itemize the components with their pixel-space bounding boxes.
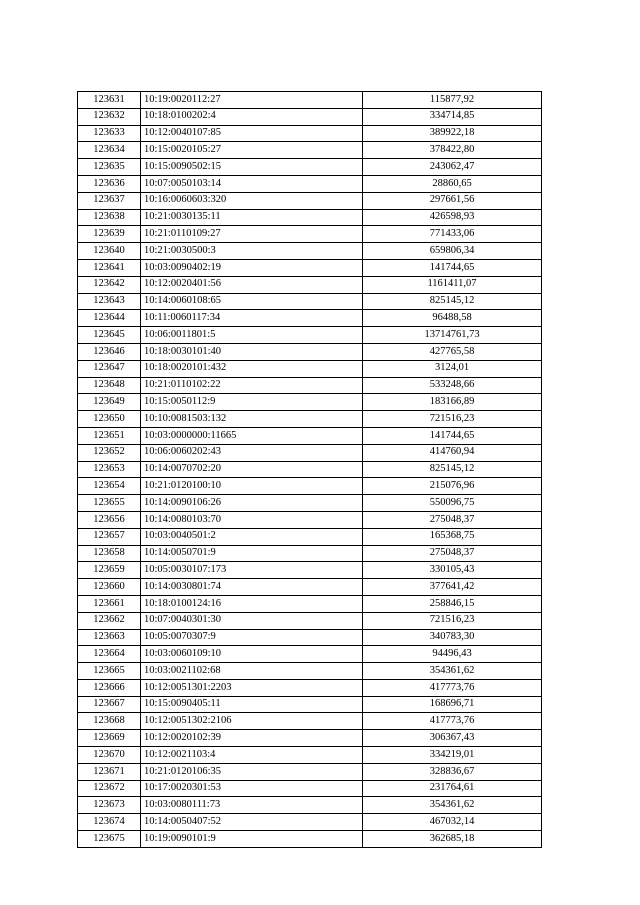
amount-cell: 141744,65 (363, 427, 542, 444)
table-row (78, 159, 542, 176)
table-row (78, 243, 542, 260)
cadastral-number-cell: 10:19:0090101:9 (141, 831, 363, 848)
amount-cell: 771433,06 (363, 226, 542, 243)
amount-cell: 13714761,73 (363, 327, 542, 344)
table-row (78, 629, 542, 646)
cadastral-number-cell: 10:15:0020105:27 (141, 142, 363, 159)
cadastral-number-cell: 10:03:0060109:10 (141, 646, 363, 663)
amount-cell: 377641,42 (363, 579, 542, 596)
amount-cell: 659806,34 (363, 243, 542, 260)
table-row (78, 327, 542, 344)
amount-cell: 362685,18 (363, 831, 542, 848)
row-id-cell: 123662 (78, 612, 141, 629)
row-id-cell: 123652 (78, 444, 141, 461)
amount-cell: 231764,61 (363, 780, 542, 797)
table-row (78, 780, 542, 797)
amount-cell: 297661,56 (363, 192, 542, 209)
table-row (78, 377, 542, 394)
cadastral-number-cell: 10:18:0100202:4 (141, 108, 363, 125)
table-row (78, 495, 542, 512)
table-row (78, 730, 542, 747)
table-row (78, 528, 542, 545)
amount-cell: 354361,62 (363, 797, 542, 814)
amount-cell: 389922,18 (363, 125, 542, 142)
cadastral-number-cell: 10:21:0110102:22 (141, 377, 363, 394)
table-row (78, 562, 542, 579)
amount-cell: 334219,01 (363, 747, 542, 764)
row-id-cell: 123641 (78, 259, 141, 276)
row-id-cell: 123669 (78, 730, 141, 747)
cadastral-number-cell: 10:03:0040501:2 (141, 528, 363, 545)
row-id-cell: 123670 (78, 747, 141, 764)
cadastral-number-cell: 10:21:0110109:27 (141, 226, 363, 243)
table-row (78, 427, 542, 444)
table-row (78, 797, 542, 814)
table-row (78, 763, 542, 780)
cadastral-number-cell: 10:21:0120106:35 (141, 763, 363, 780)
table-row (78, 663, 542, 680)
amount-cell: 340783,30 (363, 629, 542, 646)
row-id-cell: 123639 (78, 226, 141, 243)
table-row (78, 679, 542, 696)
amount-cell: 330105,43 (363, 562, 542, 579)
amount-cell: 165368,75 (363, 528, 542, 545)
table-row (78, 696, 542, 713)
row-id-cell: 123666 (78, 679, 141, 696)
amount-cell: 243062,47 (363, 159, 542, 176)
table-row (78, 259, 542, 276)
cadastral-number-cell: 10:15:0090502:15 (141, 159, 363, 176)
row-id-cell: 123654 (78, 478, 141, 495)
amount-cell: 275048,37 (363, 511, 542, 528)
row-id-cell: 123638 (78, 209, 141, 226)
table-row (78, 175, 542, 192)
amount-cell: 96488,58 (363, 310, 542, 327)
amount-cell: 215076,96 (363, 478, 542, 495)
cadastral-number-cell: 10:06:0060202:43 (141, 444, 363, 461)
row-id-cell: 123665 (78, 663, 141, 680)
table-row (78, 612, 542, 629)
row-id-cell: 123648 (78, 377, 141, 394)
table-row (78, 461, 542, 478)
row-id-cell: 123644 (78, 310, 141, 327)
amount-cell: 550096,75 (363, 495, 542, 512)
table-row (78, 108, 542, 125)
table-row (78, 595, 542, 612)
table-row (78, 226, 542, 243)
cadastral-number-cell: 10:05:0030107:173 (141, 562, 363, 579)
amount-cell: 417773,76 (363, 713, 542, 730)
row-id-cell: 123658 (78, 545, 141, 562)
cadastral-number-cell: 10:14:0070702:20 (141, 461, 363, 478)
table-row (78, 125, 542, 142)
table-row (78, 310, 542, 327)
amount-cell: 825145,12 (363, 293, 542, 310)
amount-cell: 275048,37 (363, 545, 542, 562)
row-id-cell: 123635 (78, 159, 141, 176)
data-table (77, 91, 542, 848)
cadastral-number-cell: 10:14:0060108:65 (141, 293, 363, 310)
row-id-cell: 123649 (78, 394, 141, 411)
row-id-cell: 123663 (78, 629, 141, 646)
cadastral-number-cell: 10:18:0100124:16 (141, 595, 363, 612)
cadastral-number-cell: 10:18:0030101:40 (141, 343, 363, 360)
amount-cell: 426598,93 (363, 209, 542, 226)
table-row (78, 579, 542, 596)
table-row (78, 713, 542, 730)
table-row (78, 747, 542, 764)
amount-cell: 328836,67 (363, 763, 542, 780)
row-id-cell: 123632 (78, 108, 141, 125)
row-id-cell: 123656 (78, 511, 141, 528)
table-row (78, 360, 542, 377)
table-body (78, 92, 542, 848)
amount-cell: 168696,71 (363, 696, 542, 713)
table-row (78, 343, 542, 360)
cadastral-number-cell: 10:12:0051302:2106 (141, 713, 363, 730)
amount-cell: 28860,65 (363, 175, 542, 192)
amount-cell: 825145,12 (363, 461, 542, 478)
row-id-cell: 123671 (78, 763, 141, 780)
row-id-cell: 123667 (78, 696, 141, 713)
cadastral-number-cell: 10:07:0040301:30 (141, 612, 363, 629)
amount-cell: 414760,94 (363, 444, 542, 461)
row-id-cell: 123643 (78, 293, 141, 310)
row-id-cell: 123653 (78, 461, 141, 478)
cadastral-number-cell: 10:12:0040107:85 (141, 125, 363, 142)
row-id-cell: 123660 (78, 579, 141, 596)
row-id-cell: 123675 (78, 831, 141, 848)
cadastral-number-cell: 10:10:0081503:132 (141, 411, 363, 428)
cadastral-number-cell: 10:17:0020301:53 (141, 780, 363, 797)
amount-cell: 378422,80 (363, 142, 542, 159)
row-id-cell: 123657 (78, 528, 141, 545)
table-row (78, 478, 542, 495)
amount-cell: 427765,58 (363, 343, 542, 360)
row-id-cell: 123651 (78, 427, 141, 444)
cadastral-number-cell: 10:03:0000000:11665 (141, 427, 363, 444)
cadastral-number-cell: 10:21:0030500:3 (141, 243, 363, 260)
table-row (78, 394, 542, 411)
amount-cell: 721516,23 (363, 411, 542, 428)
row-id-cell: 123673 (78, 797, 141, 814)
cadastral-number-cell: 10:14:0050407:52 (141, 814, 363, 831)
amount-cell: 115877,92 (363, 92, 542, 109)
table-row (78, 646, 542, 663)
row-id-cell: 123674 (78, 814, 141, 831)
amount-cell: 1161411,07 (363, 276, 542, 293)
row-id-cell: 123646 (78, 343, 141, 360)
row-id-cell: 123645 (78, 327, 141, 344)
cadastral-number-cell: 10:11:0060117:34 (141, 310, 363, 327)
row-id-cell: 123664 (78, 646, 141, 663)
amount-cell: 417773,76 (363, 679, 542, 696)
amount-cell: 3124,01 (363, 360, 542, 377)
cadastral-number-cell: 10:18:0020101:432 (141, 360, 363, 377)
amount-cell: 258846,15 (363, 595, 542, 612)
cadastral-number-cell: 10:12:0020401:56 (141, 276, 363, 293)
cadastral-number-cell: 10:03:0021102:68 (141, 663, 363, 680)
table-row (78, 444, 542, 461)
table-row (78, 411, 542, 428)
cadastral-number-cell: 10:12:0051301:2203 (141, 679, 363, 696)
amount-cell: 183166,89 (363, 394, 542, 411)
amount-cell: 467032,14 (363, 814, 542, 831)
cadastral-number-cell: 10:06:0011801:5 (141, 327, 363, 344)
cadastral-number-cell: 10:03:0080111:73 (141, 797, 363, 814)
cadastral-number-cell: 10:21:0120100:10 (141, 478, 363, 495)
table-row (78, 209, 542, 226)
cadastral-number-cell: 10:12:0020102:39 (141, 730, 363, 747)
row-id-cell: 123661 (78, 595, 141, 612)
table-row (78, 192, 542, 209)
table-row (78, 831, 542, 848)
cadastral-number-cell: 10:16:0060603:320 (141, 192, 363, 209)
row-id-cell: 123647 (78, 360, 141, 377)
cadastral-number-cell: 10:14:0050701:9 (141, 545, 363, 562)
cadastral-number-cell: 10:14:0030801:74 (141, 579, 363, 596)
row-id-cell: 123631 (78, 92, 141, 109)
amount-cell: 533248,66 (363, 377, 542, 394)
row-id-cell: 123655 (78, 495, 141, 512)
cadastral-number-cell: 10:14:0080103:70 (141, 511, 363, 528)
amount-cell: 141744,65 (363, 259, 542, 276)
cadastral-number-cell: 10:15:0050112:9 (141, 394, 363, 411)
amount-cell: 94496,43 (363, 646, 542, 663)
row-id-cell: 123640 (78, 243, 141, 260)
row-id-cell: 123634 (78, 142, 141, 159)
row-id-cell: 123672 (78, 780, 141, 797)
cadastral-number-cell: 10:14:0090106:26 (141, 495, 363, 512)
row-id-cell: 123637 (78, 192, 141, 209)
cadastral-number-cell: 10:07:0050103:14 (141, 175, 363, 192)
table-row (78, 511, 542, 528)
cadastral-number-cell: 10:21:0030135:11 (141, 209, 363, 226)
row-id-cell: 123633 (78, 125, 141, 142)
table-row (78, 142, 542, 159)
table-row (78, 545, 542, 562)
amount-cell: 721516,23 (363, 612, 542, 629)
row-id-cell: 123650 (78, 411, 141, 428)
cadastral-number-cell: 10:19:0020112:27 (141, 92, 363, 109)
cadastral-number-cell: 10:12:0021103:4 (141, 747, 363, 764)
row-id-cell: 123642 (78, 276, 141, 293)
table-row (78, 92, 542, 109)
cadastral-number-cell: 10:05:0070307:9 (141, 629, 363, 646)
table-row (78, 293, 542, 310)
amount-cell: 334714,85 (363, 108, 542, 125)
amount-cell: 306367,43 (363, 730, 542, 747)
table-row (78, 276, 542, 293)
cadastral-number-cell: 10:15:0090405:11 (141, 696, 363, 713)
table-row (78, 814, 542, 831)
amount-cell: 354361,62 (363, 663, 542, 680)
row-id-cell: 123659 (78, 562, 141, 579)
row-id-cell: 123668 (78, 713, 141, 730)
row-id-cell: 123636 (78, 175, 141, 192)
cadastral-number-cell: 10:03:0090402:19 (141, 259, 363, 276)
